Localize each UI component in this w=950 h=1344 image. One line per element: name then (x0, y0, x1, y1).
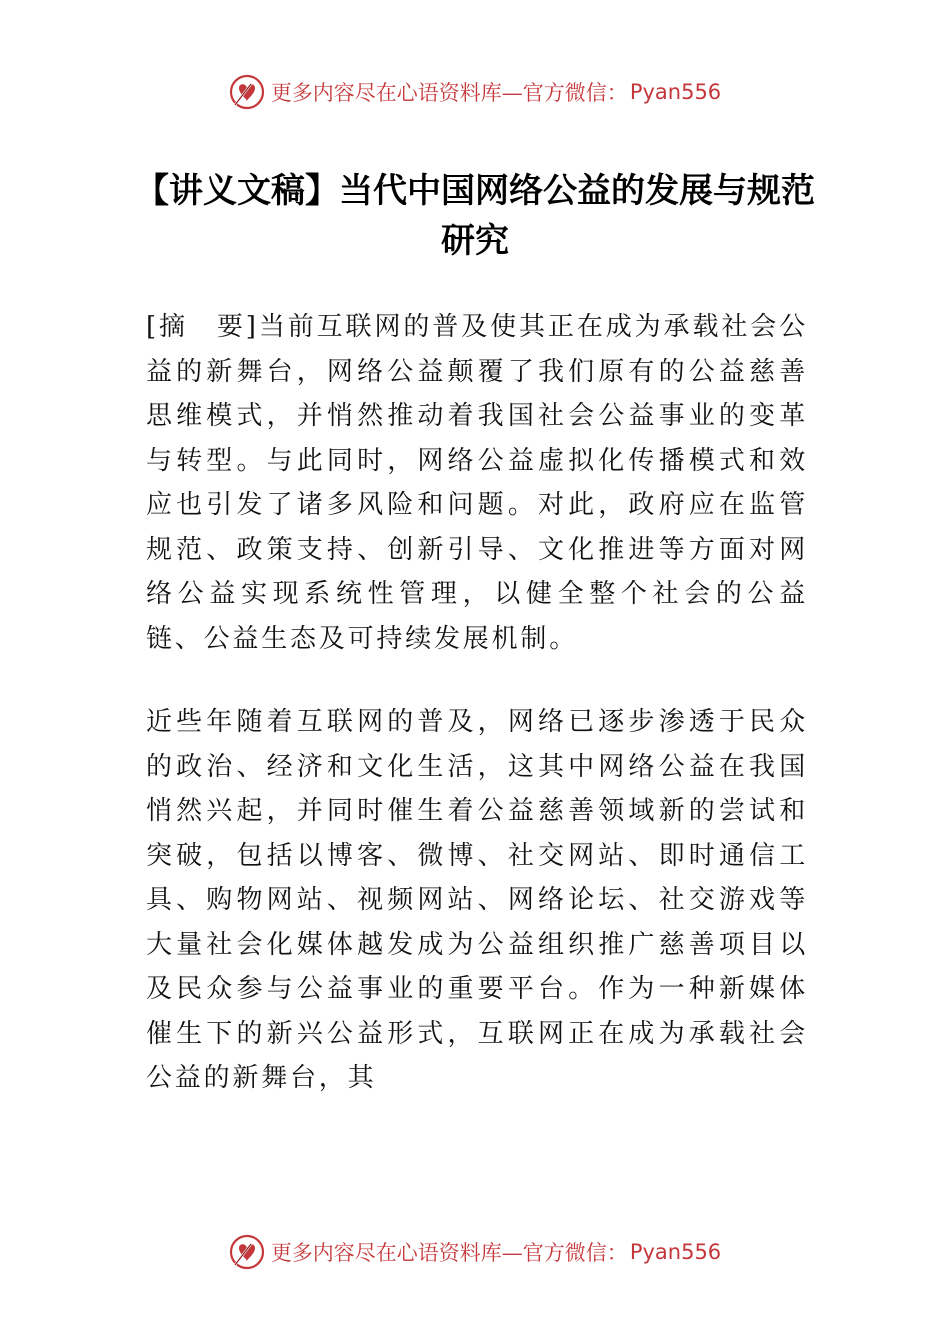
header-wechat-id: Pyan556 (629, 80, 722, 104)
heart-pen-logo-icon (229, 1234, 265, 1270)
header-banner-text: 更多内容尽在心语资料库—官方微信： (270, 81, 628, 105)
abstract-paragraph: [摘 要]当前互联网的普及使其正在成为承载社会公益的新舞台，网络公益颠覆了我们原有的公益慈善思维模式，并悄然推动着我国社会公益事业的变革与转型。与此同时，网络公益虚拟化传播模式和效应也引发了诸多风险和问题。对此，政府应在监管规范、政策支持、创新引导、文化推进等方面对网络公益实现系统性管理，以健全整个社会的公益链、公益生态及可持续发展机制。 (146, 312, 808, 654)
body-paragraph: 近些年随着互联网的普及，网络已逐步渗透于民众的政治、经济和文化生活，这其中网络公益在我国悄然兴起，并同时催生着公益慈善领域新的尝试和突破，包括以博客、微博、社交网站、即时通信工具、购物网站、视频网站、网络论坛、社交游戏等大量社会化媒体越发成为公益组织推广慈善项目以及民众参与公益事业的重要平台。作为一种新媒体催生下的新兴公益形式，互联网正在成为承载社会公益的新舞台，其 (146, 707, 808, 1093)
heart-pen-logo-icon (229, 74, 265, 110)
footer-banner-text: 更多内容尽在心语资料库—官方微信： (270, 1241, 628, 1265)
header-banner (0, 70, 950, 114)
footer-wechat-id: Pyan556 (629, 1240, 722, 1264)
document-title: 【讲义文稿】当代中国网络公益的发展与规范研究 (135, 171, 815, 261)
footer-banner (0, 1230, 950, 1274)
